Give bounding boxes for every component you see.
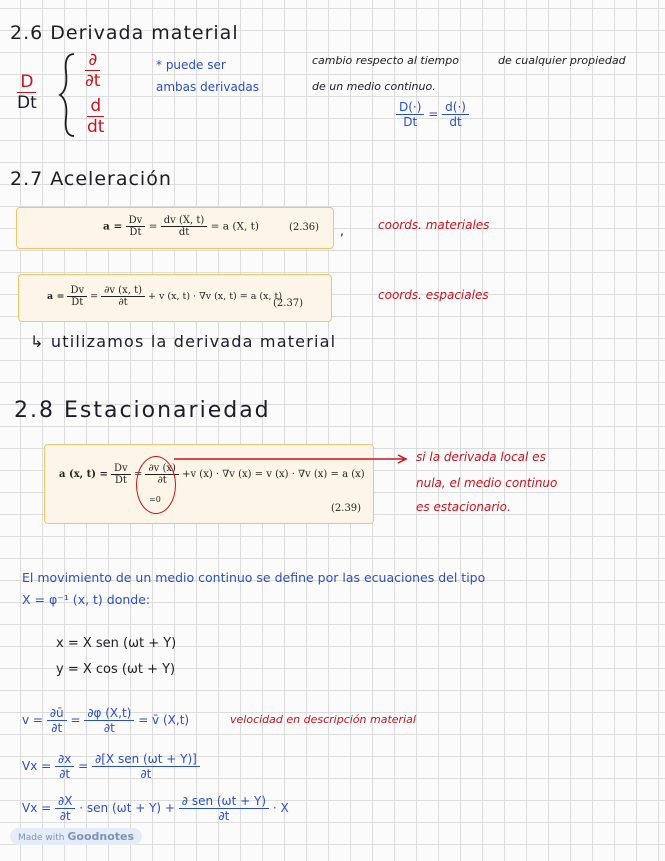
vx2-frac1-den: ∂t: [59, 809, 71, 823]
eq-frac2-den: ∂t: [118, 297, 128, 308]
watermark-prefix: Made with: [18, 833, 65, 843]
equation-box-2-37: [18, 274, 332, 322]
vx1-frac2-den: ∂t: [140, 767, 152, 781]
vx2-frac1-num: ∂X: [55, 794, 75, 809]
comma: ,: [340, 224, 344, 238]
eq-frac1-den: Dt: [114, 475, 127, 486]
Dt-denominator: Dt: [17, 93, 37, 113]
eq-equals: =: [90, 291, 99, 302]
eq-frac2-den: dt: [178, 227, 190, 238]
eq-rhs: = a (X, t): [210, 220, 259, 233]
total-derivative-fraction: [84, 96, 107, 137]
eq-frac1-num: Dv: [126, 215, 146, 227]
eq-frac2-num: ∂v (x, t): [101, 285, 145, 297]
desc-cambio: cambio respecto al tiempo: [312, 54, 459, 67]
highlight-circle-icon: [133, 456, 176, 514]
label-coords-espaciales: coords. espaciales: [378, 288, 489, 302]
equation-y: y = X cos (ωt + Y): [56, 662, 176, 677]
D-numerator: D: [17, 72, 36, 93]
desc-propiedad: de cualquier propiedad: [498, 54, 626, 67]
d-numerator: d: [87, 96, 104, 117]
equals-sign: =: [428, 107, 439, 121]
rhs-denominator: dt: [449, 115, 462, 129]
watermark-brand: Goodnotes: [67, 830, 135, 843]
note-derivada-local: si la derivada local es: [416, 450, 546, 464]
vx-equation-2: [22, 794, 289, 823]
velocity-equation: v = $\frac{\partial ū}{\partial t}$ = $\frac{\partial\varphi (X,t)}{\partial t}$ = v̄ (X,t): [22, 706, 190, 735]
curly-brace-icon: [58, 52, 78, 138]
vx1-frac1-den: ∂t: [59, 767, 71, 781]
vx2-lhs: Vx =: [22, 801, 52, 815]
partial-denominator: ∂t: [85, 71, 101, 91]
partial-derivative-fraction: [82, 50, 103, 91]
operator-equality: [396, 100, 469, 129]
eq-frac1-den: Dt: [71, 297, 84, 308]
v-frac2-den: ∂t: [103, 721, 115, 735]
section-2-6-title: 2.6 Derivada material: [10, 22, 239, 44]
vx2-end: · X: [272, 801, 289, 815]
eq-frac2-den: ∂t: [157, 475, 167, 486]
material-derivative-symbol: [14, 72, 40, 113]
equation-number-2-39: (2.39): [331, 503, 362, 514]
desc-medio-continuo: de un medio continuo.: [312, 80, 436, 93]
dt-denominator: dt: [87, 117, 105, 137]
v-frac1-den: ∂t: [51, 721, 63, 735]
motion-definition: El movimiento de un medio continuo se define por las ecuaciones del tipo: [22, 570, 486, 585]
equation-number-2-36: (2.36): [289, 222, 320, 233]
lhs-numerator: D(·): [396, 100, 424, 115]
eq-frac1-num: Dv: [111, 463, 131, 475]
equation-number-2-37: (2.37): [273, 298, 304, 309]
partial-numerator: ∂: [85, 50, 100, 71]
eq-rhs: +v (x) · ∇v (x) = v (x) · ∇v (x) = a (x): [182, 469, 365, 480]
equation-2-36: [103, 215, 259, 238]
v-frac1-num: ∂ū: [47, 706, 67, 721]
equation-box-2-36: [16, 207, 334, 249]
v-lhs: v =: [22, 713, 43, 727]
inverse-mapping: X = φ⁻¹ (x, t) donde:: [22, 592, 151, 607]
note-puede-ser: * puede ser: [156, 58, 226, 72]
section-2-8-title: 2.8 Estacionariedad: [14, 398, 271, 423]
eq-frac1-num: Dv: [67, 285, 87, 297]
note-ambas-derivadas: ambas derivadas: [156, 80, 260, 94]
eq-frac2-num: dv (X, t): [161, 215, 208, 227]
vx1-frac2-num: ∂[X sen (ωt + Y)]: [92, 752, 200, 767]
vx-equation-1: Vx = $\frac{\partial x}{\partial t}$ = $\frac{\text{∂[X sen (ωt + Y)]}}{\partial t}$: [22, 752, 200, 781]
eq-equals: =: [133, 469, 143, 480]
lhs-denominator: Dt: [403, 115, 418, 129]
eq-rhs: + v (x, t) · ∇v (x, t) = a (x, t): [148, 291, 283, 302]
eq-frac2-num: ∂v (x): [145, 463, 178, 475]
rhs-numerator: d(·): [442, 100, 469, 115]
equation-2-39: [59, 463, 365, 486]
vx1-lhs: Vx =: [22, 759, 52, 773]
arrow-right-icon: [174, 454, 414, 464]
v-frac2-num: ∂φ (X,t): [84, 706, 134, 721]
label-coords-materiales: coords. materiales: [378, 218, 490, 232]
section-2-7-title: 2.7 Aceleración: [10, 168, 172, 190]
eq-equals: =: [148, 220, 158, 233]
eq-lhs: a =: [47, 291, 65, 302]
note-nula: nula, el medio continuo: [416, 476, 558, 490]
equation-2-37: [47, 285, 282, 308]
vx2-frac2-den: ∂t: [218, 809, 230, 823]
v-rhs: = v̄ (X,t): [138, 713, 190, 727]
goodnotes-watermark: [10, 828, 142, 845]
label-velocidad-material: velocidad en descripción material: [230, 713, 416, 726]
vx2-frac2-num: ∂ sen (ωt + Y): [179, 794, 269, 809]
note-estacionario: es estacionario.: [416, 500, 511, 514]
eq-lhs: a =: [103, 220, 123, 233]
eq-lhs: a (x, t) =: [59, 469, 108, 480]
underbrace-zero: =0: [149, 495, 161, 504]
vx1-frac1-num: ∂x: [55, 752, 74, 767]
utiliza-derivada-material: ↳ utilizamos la derivada material: [30, 332, 337, 351]
eq-frac1-den: Dt: [129, 227, 142, 238]
vx2-mid: · sen (ωt + Y) +: [79, 801, 175, 815]
equation-x: x = X sen (ωt + Y): [56, 636, 177, 651]
